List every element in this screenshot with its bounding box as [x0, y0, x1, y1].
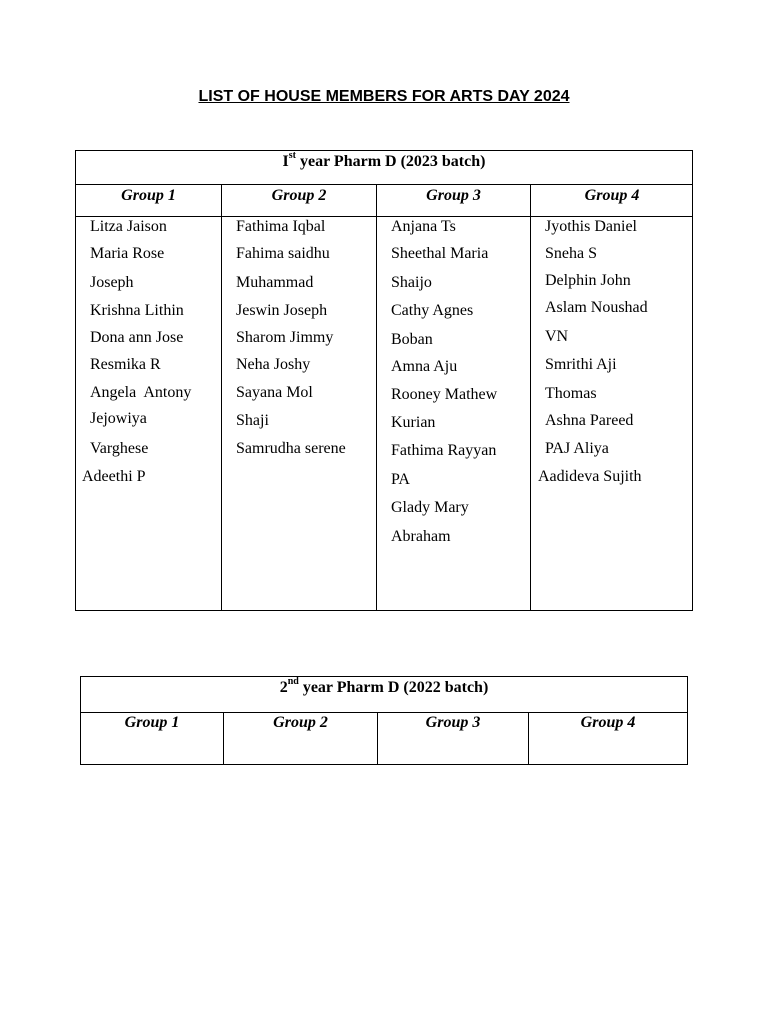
- first-year-table: [75, 150, 693, 611]
- document-title: LIST OF HOUSE MEMBERS FOR ARTS DAY 2024: [198, 88, 570, 105]
- member-name: Cathy Agnes: [391, 302, 474, 319]
- column-divider: [376, 184, 377, 610]
- group-header: Group 4: [584, 187, 640, 204]
- member-name: Aslam Noushad: [545, 299, 648, 316]
- member-name: Glady Mary: [391, 499, 469, 516]
- second-year-table: [80, 676, 688, 765]
- member-name: PA: [391, 471, 410, 488]
- member-name: Ashna Pareed: [545, 412, 634, 429]
- group-header: Group 3: [425, 714, 481, 731]
- member-name: Krishna Lithin: [90, 302, 184, 319]
- member-name: Joseph: [90, 274, 134, 291]
- header-sup: nd: [287, 676, 299, 687]
- header-num: 2: [279, 679, 288, 696]
- member-name: Anjana Ts: [391, 218, 456, 235]
- header-num: I: [282, 153, 289, 170]
- member-name: Kurian: [391, 414, 436, 431]
- member-name: Fathima Rayyan: [391, 442, 497, 459]
- column-divider: [221, 184, 222, 610]
- member-name: Sharom Jimmy: [236, 329, 334, 346]
- member-name: Boban: [391, 331, 433, 348]
- member-name: Shaji: [236, 412, 269, 429]
- member-name: Fathima Iqbal: [236, 218, 326, 235]
- member-name: Samrudha serene: [236, 440, 346, 457]
- table-header: [81, 677, 687, 713]
- header-sup: st: [288, 150, 296, 161]
- group-header: Group 1: [124, 714, 180, 731]
- member-name: Sneha S: [545, 245, 597, 262]
- header-text: year Pharm D (2023 batch): [296, 153, 486, 170]
- member-name: Thomas: [545, 385, 597, 402]
- member-name: Varghese: [90, 440, 149, 457]
- member-name: Resmika R: [90, 356, 161, 373]
- member-name: Litza Jaison: [90, 218, 167, 235]
- group-header: Group 3: [426, 187, 481, 204]
- member-name: Smrithi Aji: [545, 356, 617, 373]
- member-name: VN: [545, 328, 569, 345]
- member-name: Rooney Mathew: [391, 386, 498, 403]
- member-name: Sayana Mol: [236, 384, 313, 401]
- member-name: Muhammad: [236, 274, 314, 291]
- member-name: Fahima saidhu: [236, 245, 330, 262]
- member-name: Sheethal Maria: [391, 245, 489, 262]
- member-name: Adeethi P: [82, 468, 146, 485]
- group-row-divider: [76, 216, 692, 217]
- member-name: Dona ann Jose: [90, 329, 184, 346]
- member-name: Jeswin Joseph: [236, 302, 328, 319]
- member-name: Angela Antony: [90, 384, 192, 401]
- member-name: Jejowiya: [90, 410, 147, 427]
- group-header: Group 1: [121, 187, 176, 204]
- member-name: Delphin John: [545, 272, 631, 289]
- group-header: Group 2: [271, 187, 327, 204]
- member-name: PAJ Aliya: [545, 440, 609, 457]
- header-text: year Pharm D (2022 batch): [298, 679, 489, 696]
- member-name: Amna Aju: [391, 358, 458, 375]
- member-name: Jyothis Daniel: [545, 218, 637, 235]
- column-divider: [530, 184, 531, 610]
- member-name: Neha Joshy: [236, 356, 311, 373]
- member-name: Abraham: [391, 528, 451, 545]
- member-name: Maria Rose: [90, 245, 165, 262]
- group-header: Group 4: [580, 714, 636, 731]
- member-name: Shaijo: [391, 274, 432, 291]
- member-name: Aadideva Sujith: [538, 468, 642, 485]
- group-header: Group 2: [273, 714, 328, 731]
- table-header: [76, 151, 692, 185]
